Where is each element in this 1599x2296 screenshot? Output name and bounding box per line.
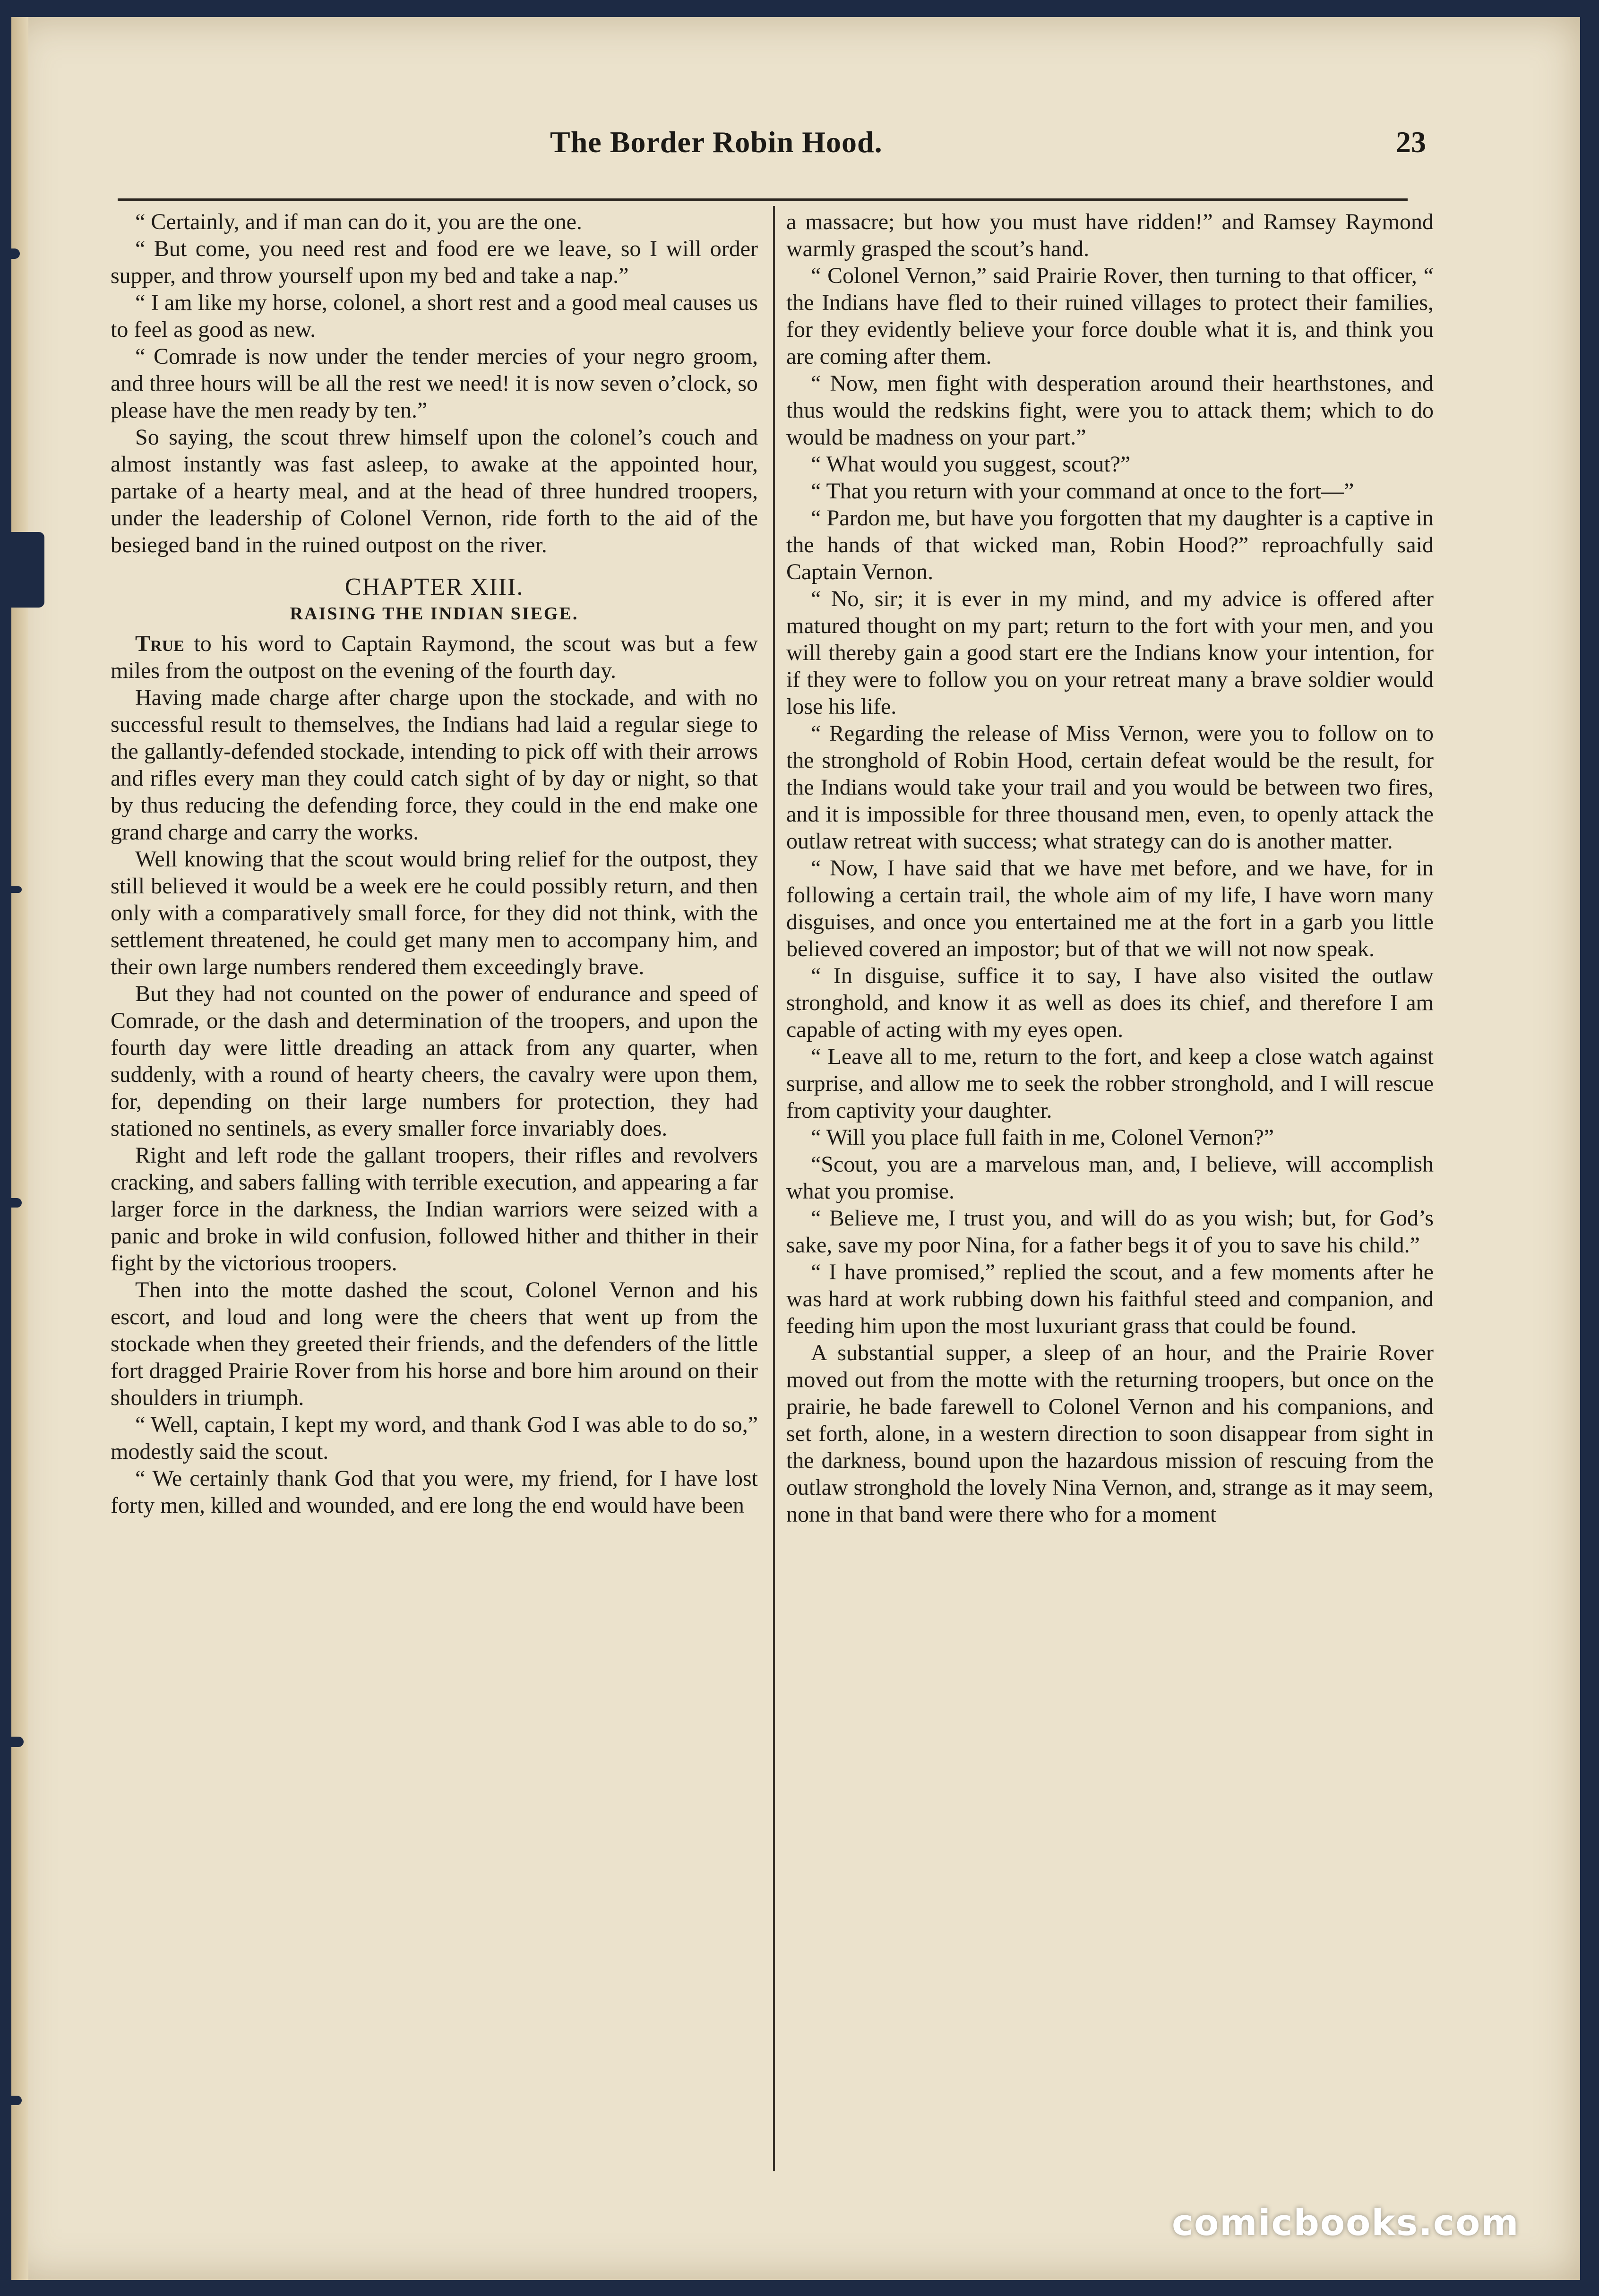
chapter-first-text: to his word to Captain Raymond, the scout was but a few miles from the outpost on the evening of the fourth day. [111, 631, 758, 683]
paragraph: “ Now, I have said that we have met before, and we have, for in following a certain trail, the whole aim of my life, I have worn many disguises, and once you entertained me at the fort in a garb you little believed covered an impostor; but of that we will not now speak. [786, 856, 1434, 961]
header-rule [118, 198, 1408, 201]
paragraph: “Scout, you are a marvelous man, and, I believe, will accomplish what you promise. [786, 1152, 1434, 1204]
paragraph: Right and left rode the gallant troopers, their rifles and revolvers cracking, and sabers falling with terrible execution, and appearing a far larger force in the darkness, the Indian warriors were seized with a panic and broke in wild confusion, followed hither and thither in their fight by the victorious troopers. [111, 1143, 758, 1276]
binding-hole [11, 1737, 24, 1747]
paragraph: But they had not counted on the power of endurance and speed of Comrade, or the dash and determination of the troopers, and upon the fourth day were little dreading an attack from any quarter, when suddenly, with a round of hearty cheers, the cavalry were upon them, for, depending on their large numbers for protection, they had stationed no sentinels, as every smaller force invariably does. [111, 981, 758, 1141]
paragraph: “ We certainly thank God that you were, my friend, for I have lost forty men, killed and wounded, and ere long the end would have been [111, 1466, 758, 1518]
paragraph: “ But come, you need rest and food ere we leave, so I will order supper, and throw yourself upon my bed and take a nap.” [111, 236, 758, 288]
paragraph: Having made charge after charge upon the stockade, and with no successful result to themselves, the Indians had laid a regular siege to the gallantly-defended stockade, intending to pick off with their arrows and rifles every man they could catch sight of by day or night, so that by thus reducing the defending force, they could in the end make one grand charge and carry the works. [111, 685, 758, 845]
continued-paragraph: a massacre; but how you must have ridden!” and Ramsey Raymond warmly grasped the scout’s hand. [786, 209, 1434, 261]
chapter-heading: CHAPTER XIII. [344, 574, 524, 600]
left-column [111, 208, 758, 2169]
page-spine [11, 17, 28, 2280]
paragraph: Well knowing that the scout would bring relief for the outpost, they still believed it would be a week ere he could possibly return, and then only with a comparatively small force, for they did not think, with the settlement threatened, he could get many men to accompany him, and their own large numbers rendered them exceedingly brave. [111, 847, 758, 979]
paragraph: “ Comrade is now under the tender mercies of your negro groom, and three hours will be all the rest we need! it is now seven o’clock, so please have the men ready by ten.” [111, 344, 758, 423]
paragraph: “ Will you place full faith in me, Colonel Vernon?” [811, 1125, 1274, 1150]
binding-hole [11, 2096, 22, 2105]
chapter-first-word: True [135, 631, 184, 656]
chapter-subheading: RAISING THE INDIAN SIEGE. [290, 604, 579, 624]
binding-hole [11, 532, 44, 608]
column-divider [773, 206, 775, 2171]
running-title: The Border Robin Hood. [550, 125, 883, 159]
paragraph: A substantial supper, a sleep of an hour, and the Prairie Rover moved out from the motte with the returning troopers, but once on the prairie, he bade farewell to Colonel Vernon and his companions, and set forth, alone, in a western direction to soon disappear from sight in the darkness, bound upon the hazardous mission of rescuing from the outlaw stronghold the lovely Nina Vernon, and, strange as it may seem, none in that band were there who for a moment [786, 1340, 1434, 1527]
paragraph: “ In disguise, suffice it to say, I have also visited the outlaw stronghold, and know it as well as does its chief, and therefore I am capable of acting with my eyes open. [786, 963, 1434, 1042]
paragraph: “ No, sir; it is ever in my mind, and my advice is offered after matured thought on my part; return to the fort with your men, and you will thereby gain a good start ere the Indians know your intention, for if they were to follow you on your retreat many a brave soldier would lose his life. [786, 586, 1434, 719]
paragraph: Then into the motte dashed the scout, Colonel Vernon and his escort, and loud and long were the cheers that went up from the stockade when they greeted their friends, and the defenders of the little fort dragged Prairie Rover from his horse and bore him around on their shoulders in triumph. [111, 1277, 758, 1410]
watermark: comicbooks.com [1172, 2202, 1520, 2244]
paragraph: “ That you return with your command at once to the fort—” [811, 479, 1354, 504]
binding-hole [11, 1198, 22, 1208]
paragraph: So saying, the scout threw himself upon the colonel’s couch and almost instantly was fast asleep, to awake at the appointed hour, partake of a hearty meal, and at the head of three hundred troopers, under the leadership of Colonel Vernon, ride forth to the aid of the besieged band in the ruined outpost on the river. [111, 425, 758, 557]
paragraph: “ Regarding the release of Miss Vernon, were you to follow on to the stronghold of Robin Hood, certain defeat would be the result, for the Indians would take your trail and you would be between two fires, and it is impossible for three thousand men, even, to openly attack the outlaw retreat with success; what strategy can do is another matter. [786, 721, 1434, 854]
paragraph: “ What would you suggest, scout?” [811, 452, 1131, 477]
paragraph: “ Certainly, and if man can do it, you are the one. [135, 209, 582, 234]
paragraph: “ Well, captain, I kept my word, and thank God I was able to do so,” modestly said the scout. [111, 1412, 758, 1464]
book-page [11, 17, 1580, 2280]
paragraph: “ I have promised,” replied the scout, and a few moments after he was hard at work rubbing down his faithful steed and companion, and feeding him upon the most luxuriant grass that could be found. [786, 1259, 1434, 1338]
paragraph: “ Leave all to me, return to the fort, and keep a close watch against surprise, and allow me to seek the robber stronghold, and I will rescue from captivity your daughter. [786, 1044, 1434, 1123]
page-number: 23 [1396, 125, 1426, 159]
paragraph: “ I am like my horse, colonel, a short rest and a good meal causes us to feel as good as new. [111, 290, 758, 342]
binding-hole [11, 886, 22, 893]
paragraph: “ Believe me, I trust you, and will do as you wish; but, for God’s sake, save my poor Nina, for a father begs it of you to save his child.” [786, 1206, 1434, 1258]
chapter-opening-paragraph [111, 630, 758, 684]
paragraph: “ Now, men fight with desperation around their hearthstones, and thus would the redskins fight, were you to attack them; which to do would be madness on your part.” [786, 371, 1434, 450]
right-column [786, 208, 1434, 2169]
paragraph: “ Pardon me, but have you forgotten that my daughter is a captive in the hands of that wicked man, Robin Hood?” reproachfully said Captain Vernon. [786, 505, 1434, 584]
paragraph: “ Colonel Vernon,” said Prairie Rover, then turning to that officer, “ the Indians have fled to their ruined villages to protect their families, for they evidently believe your force double what it is, and think you are coming after them. [786, 263, 1434, 369]
